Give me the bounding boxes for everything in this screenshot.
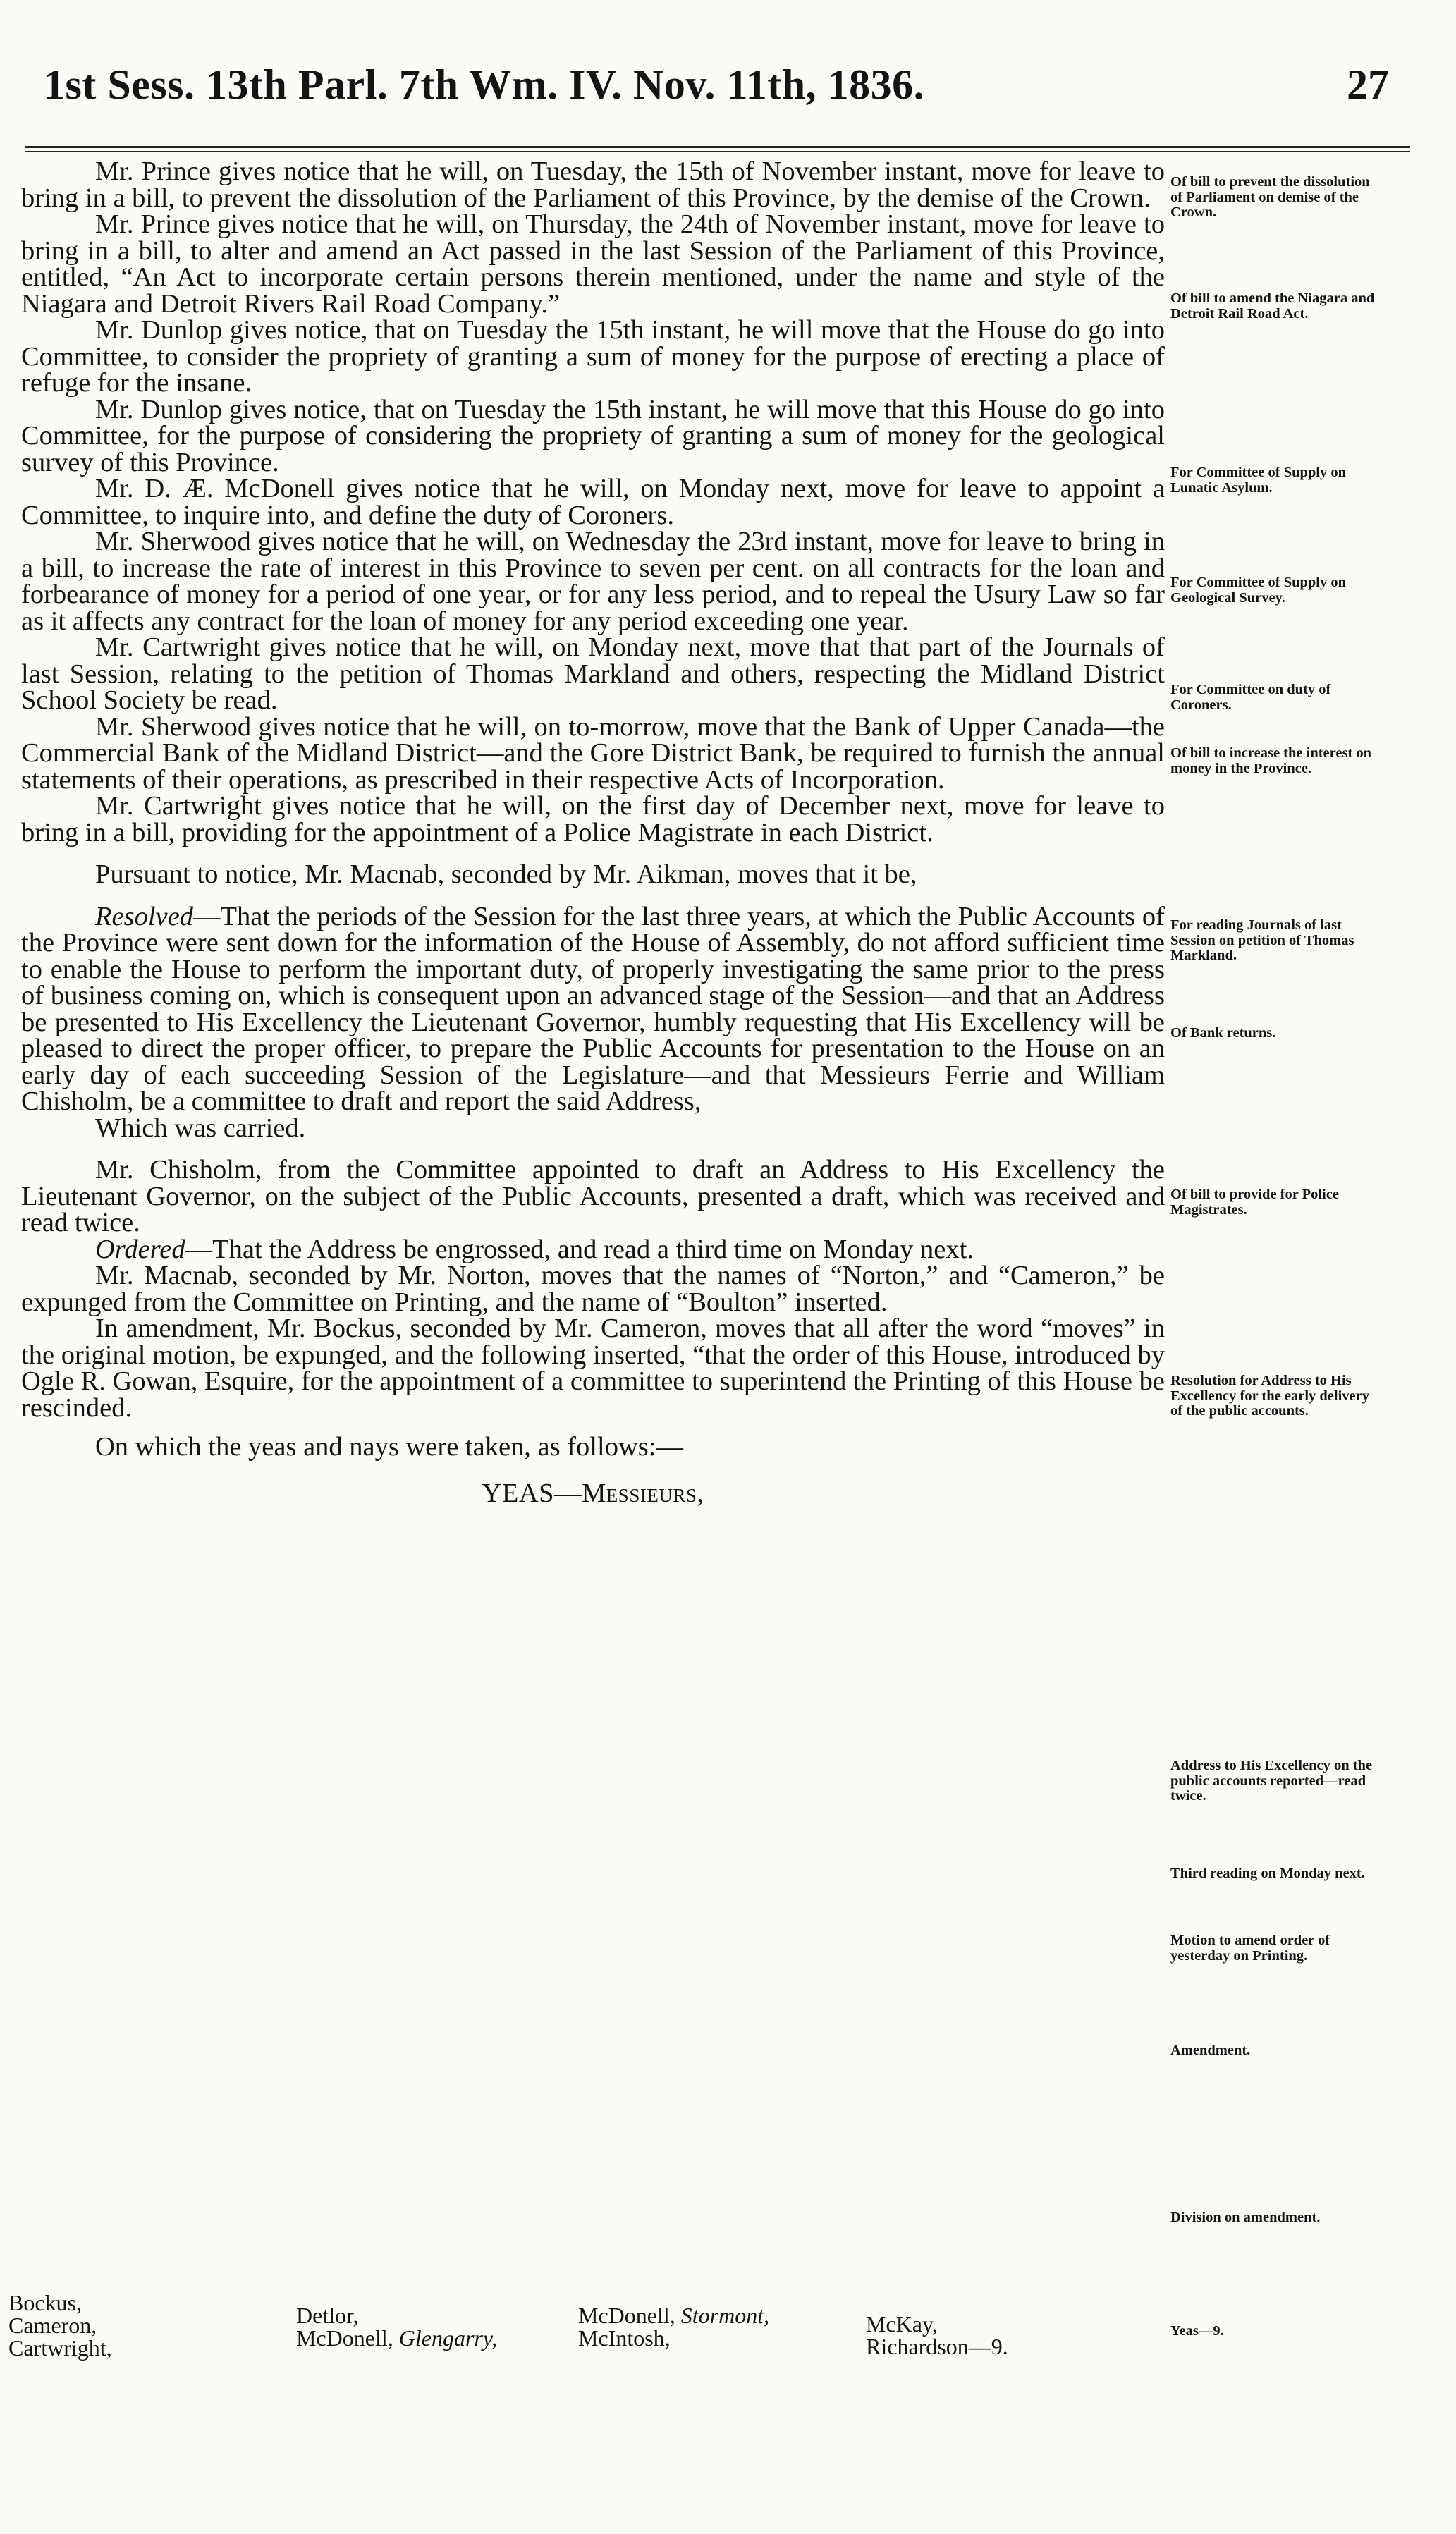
paragraph-cartwright-journals: Mr. Cartwright gives notice that he will, on Monday next, move that that part of the Journals of last Session, relating to the petition of Thomas Markland and others, respecting the Midland District School Society be read. (21, 632, 1165, 715)
yeas-name: Detlor, (296, 2303, 359, 2328)
yeas-name: McDonell, (578, 2303, 675, 2328)
ordered-text: —That the Address be engrossed, and read a third time on Monday next. (185, 1234, 974, 1264)
paragraph-bockus-amendment: In amendment, Mr. Bockus, seconded by Mr. Cameron, moves that all after the word “moves” in the original motion, be expunged, and the following inserted, “that the order of this House, introduced by Ogle R. Gowan, Esquire, for the appointment of a committee to superintend the Printing of this House be rescinded. (21, 1314, 1165, 1423)
margin-note-railroad: Of bill to amend the Niagara and Detroit Rail Road Act. (1170, 290, 1375, 322)
yeas-heading (21, 1478, 1165, 1508)
yeas-column-1 (8, 2291, 112, 2359)
margin-note-bank: Of Bank returns. (1170, 1025, 1276, 1041)
yeas-heading-sub: —Messieurs, (554, 1478, 704, 1508)
paragraph-resolved (21, 901, 1165, 1116)
yeas-column-4 (866, 2313, 1008, 2358)
margin-note-survey: For Committee of Supply on Geological Survey. (1170, 575, 1347, 606)
yeas-constituency: Glengarry, (398, 2325, 498, 2351)
yeas-name: McKay, (866, 2311, 938, 2337)
yeas-constituency: Stormont, (680, 2303, 770, 2328)
margin-note-interest: Of bill to increase the interest on money in the Province. (1170, 745, 1372, 776)
paragraph-prince-dissolution: Mr. Prince gives notice that he will, on Tuesday, the 15th of November instant, move for leave to bring in a bill, to prevent the dissolution of the Parliament of this Province, by the demise of the Crown. (21, 157, 1165, 213)
yeas-name: McIntosh, (578, 2325, 671, 2351)
margin-note-asylum: For Committee of Supply on Lunatic Asylum. (1170, 465, 1347, 496)
paragraph-ordered (21, 1234, 1165, 1264)
resolved-text: —That the periods of the Session for the last three years, at which the Public Accounts of the Province were sent down for the information of the House of Assembly, do not afford sufficient time to enable the House to perform the important duty, of properly investigating the same prior to the press of business coming on, which is consequent upon an advanced stage of the Session—and that an Address be presented to His Excellency the Lieutenant Governor, humbly requesting that His Excellency will be pleased to direct the proper officer, to prepare the Public Accounts for presentation to the House on an early day of each succeeding Session of the Legislature—and that Messieurs Ferrie and William Chisholm, be a committee to draft and report the said Address, (21, 901, 1165, 1116)
margin-note-motion-printing: Motion to amend order of yesterday on Printing. (1170, 1933, 1330, 1964)
page-number: 27 (1347, 61, 1389, 108)
yeas-name: Cameron, (8, 2313, 97, 2338)
margin-note-amendment: Amendment. (1170, 2043, 1251, 2058)
yeas-name-compound (578, 2304, 769, 2327)
ordered-label: Ordered (95, 1234, 185, 1264)
paragraph-carried: Which was carried. (95, 1113, 306, 1143)
yeas-name: Richardson—9. (866, 2334, 1008, 2359)
yeas-column-3 (578, 2304, 769, 2349)
paragraph-macnab-printing: Mr. Macnab, seconded by Mr. Norton, moves that the names of “Norton,” and “Cameron,” be expunged from the Committee on Printing, and the name of “Boulton” inserted. (21, 1261, 1165, 1317)
paragraph-sherwood-interest: Mr. Sherwood gives notice that he will, on Wednesday the 23rd instant, move for leave to bring in a bill, to increase the rate of interest in this Province to seven per cent. on all contracts for the loan and forbearance of money for a period of one year, or for any less period, and to repeal the Usury Law so far as it affects any contract for the loan of money for any period exceeding one year. (21, 527, 1165, 636)
paragraph-division: On which the yeas and nays were taken, as follows:— (95, 1432, 683, 1462)
journal-body (21, 159, 1165, 1507)
header-rule-thin (25, 151, 1410, 152)
yeas-column-2 (296, 2304, 497, 2349)
paragraph-dunlop-survey: Mr. Dunlop gives notice, that on Tuesday the 15th instant, he will move that this House do go into Committee, for the purpose of considering the propriety of granting a sum of money for the geological survey of this Province. (21, 394, 1165, 477)
margin-note-journals: For reading Journals of last Session on petition of Thomas Markland. (1170, 917, 1354, 963)
margin-note-resolution: Resolution for Address to His Excellency for the early delivery of the public accounts. (1170, 1373, 1369, 1419)
yeas-heading-main: YEAS (482, 1478, 555, 1508)
yeas-name: Cartwright, (8, 2335, 112, 2361)
paragraph-macnab-motion: Pursuant to notice, Mr. Macnab, seconded by Mr. Aikman, moves that it be, (95, 859, 917, 889)
yeas-name: Bockus, (8, 2290, 82, 2315)
paragraph-mcdonell-coroners: Mr. D. Æ. McDonell gives notice that he will, on Monday next, move for leave to appoint a Committee, to inquire into, and define the duty of Coroners. (21, 474, 1165, 530)
margin-note-third-reading: Third reading on Monday next. (1170, 1866, 1365, 1881)
paragraph-cartwright-police: Mr. Cartwright gives notice that he will, on the first day of December next, move for leave to bring in a bill, providing for the appointment of a Police Magistrate in each District. (21, 791, 1165, 847)
paragraph-dunlop-asylum: Mr. Dunlop gives notice, that on Tuesday the 15th instant, he will move that the House do go into Committee, to consider the propriety of granting a sum of money for the purpose of erecting a place of refuge for the insane. (21, 315, 1165, 398)
yeas-name-compound (296, 2327, 497, 2349)
margin-note-police: Of bill to provide for Police Magistrates. (1170, 1187, 1339, 1218)
paragraph-sherwood-banks: Mr. Sherwood gives notice that he will, on to-morrow, move that the Bank of Upper Canada—the Commercial Bank of the Midland District—and the Gore District Bank, be required to furnish the annual statements of their operations, as prescribed in their respective Acts of Incorporation. (21, 711, 1165, 795)
margin-note-division: Division on amendment. (1170, 2210, 1321, 2225)
margin-note-yeas: Yeas—9. (1170, 2323, 1224, 2339)
header-rule-thick (25, 146, 1410, 148)
page-header-title: 1st Sess. 13th Parl. 7th Wm. IV. Nov. 11th, 1836. (44, 61, 925, 108)
margin-note-dissolution: Of bill to prevent the dissolution of Parliament on demise of the Crown. (1170, 174, 1370, 220)
resolved-label: Resolved (95, 901, 193, 931)
yeas-name: McDonell, (296, 2325, 393, 2351)
paragraph-prince-railroad: Mr. Prince gives notice that he will, on Thursday, the 24th of November instant, move for leave to bring in a bill, to alter and amend an Act passed in the last Session of the Parliament of this Province, entitled, “An Act to incorporate certain persons therein mentioned, under the name and style of the Niagara and Detroit Rivers Rail Road Company.” (21, 209, 1165, 319)
paragraph-chisholm-address: Mr. Chisholm, from the Committee appointed to draft an Address to His Excellency the Lieutenant Governor, on the subject of the Public Accounts, presented a draft, which was received and read twice. (21, 1155, 1165, 1237)
margin-note-address: Address to His Excellency on the public accounts reported—read twice. (1170, 1758, 1373, 1804)
margin-note-coroners: For Committee on duty of Coroners. (1170, 682, 1331, 713)
